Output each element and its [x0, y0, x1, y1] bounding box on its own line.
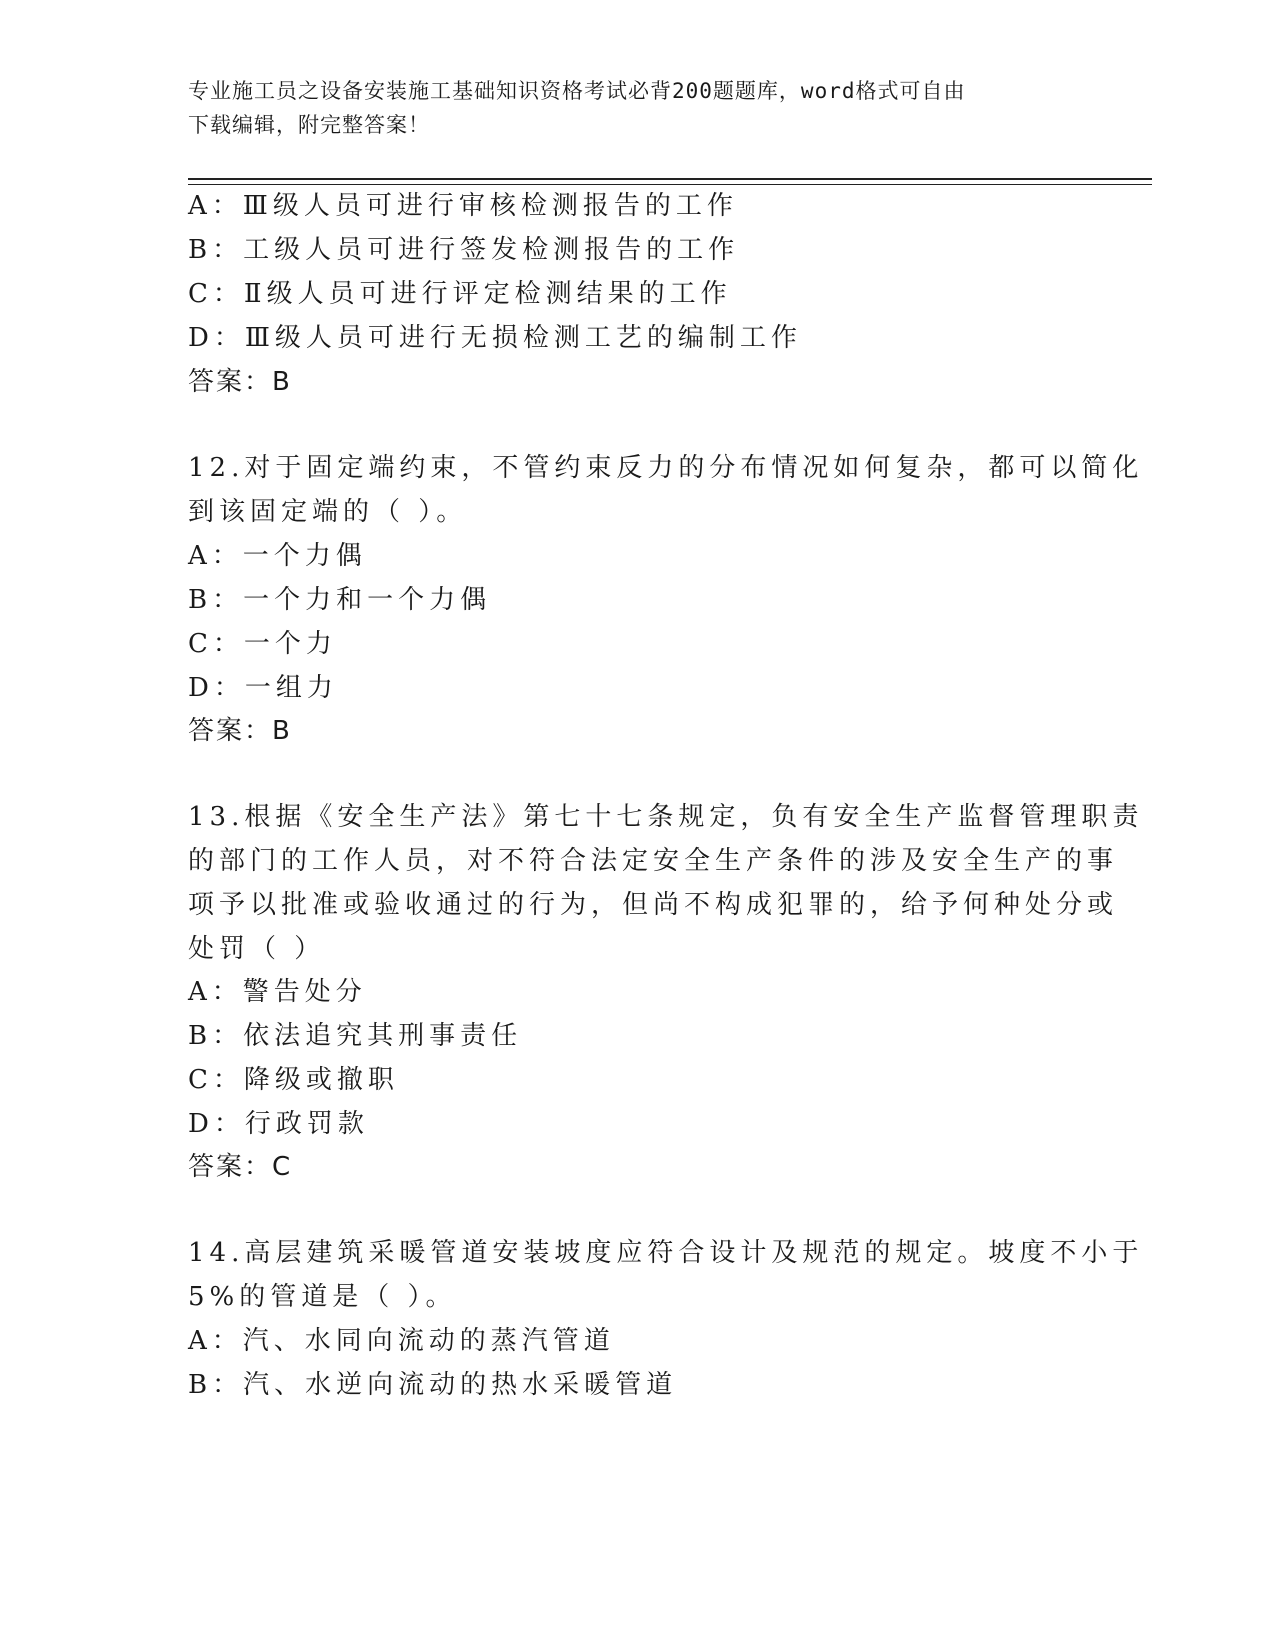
q13-answer: 答案：C — [188, 1152, 293, 1182]
q13-stem-line-2: 的部门的工作人员，对不符合法定安全生产条件的涉及安全生产的事 — [188, 846, 1119, 876]
q14-option-b: B：汽、水逆向流动的热水采暖管道 — [188, 1370, 678, 1400]
q14-option-a: A：汽、水同向流动的蒸汽管道 — [188, 1326, 615, 1356]
q12-option-c: C：一个力 — [188, 629, 337, 659]
q12-option-b: B：一个力和一个力偶 — [188, 585, 492, 615]
q13-option-c: C：降级或撤职 — [188, 1065, 399, 1095]
q14-stem-line-1: 14.高层建筑采暖管道安装坡度应符合设计及规范的规定。坡度不小于 — [188, 1238, 1144, 1268]
q13-option-b: B：依法追究其刑事责任 — [188, 1021, 523, 1051]
q12-stem-line-2: 到该固定端的（ ）。 — [188, 497, 468, 527]
document-title-line-1: 专业施工员之设备安装施工基础知识资格考试必背200题题库，word格式可自由 — [188, 79, 966, 103]
q11-option-c: C：Ⅱ级人员可进行评定检测结果的工作 — [188, 279, 732, 309]
q13-stem-line-3: 项予以批准或验收通过的行为，但尚不构成犯罪的，给予何种处分或 — [188, 890, 1119, 920]
q11-option-d: D：Ⅲ级人员可进行无损检测工艺的编制工作 — [188, 323, 802, 353]
q14-stem-line-2: 5%的管道是（ ）。 — [188, 1282, 457, 1312]
document-title-line-2: 下载编辑，附完整答案！ — [188, 113, 430, 137]
q11-answer: 答案：B — [188, 367, 292, 397]
q12-option-d: D：一组力 — [188, 673, 338, 703]
q12-option-a: A：一个力偶 — [188, 541, 367, 571]
q12-answer: 答案：B — [188, 716, 292, 746]
q12-stem-line-1: 12.对于固定端约束，不管约束反力的分布情况如何复杂，都可以简化 — [188, 453, 1144, 483]
header-divider-top — [188, 178, 1152, 180]
q13-option-a: A：警告处分 — [188, 977, 367, 1007]
q13-stem-line-1: 13.根据《安全生产法》第七十七条规定，负有安全生产监督管理职责 — [188, 802, 1144, 832]
q11-option-a: A：Ⅲ级人员可进行审核检测报告的工作 — [188, 191, 738, 221]
q13-option-d: D：行政罚款 — [188, 1109, 369, 1139]
q13-stem-line-4: 处罚（ ） — [188, 934, 326, 964]
q11-option-b: B：工级人员可进行签发检测报告的工作 — [188, 235, 740, 265]
